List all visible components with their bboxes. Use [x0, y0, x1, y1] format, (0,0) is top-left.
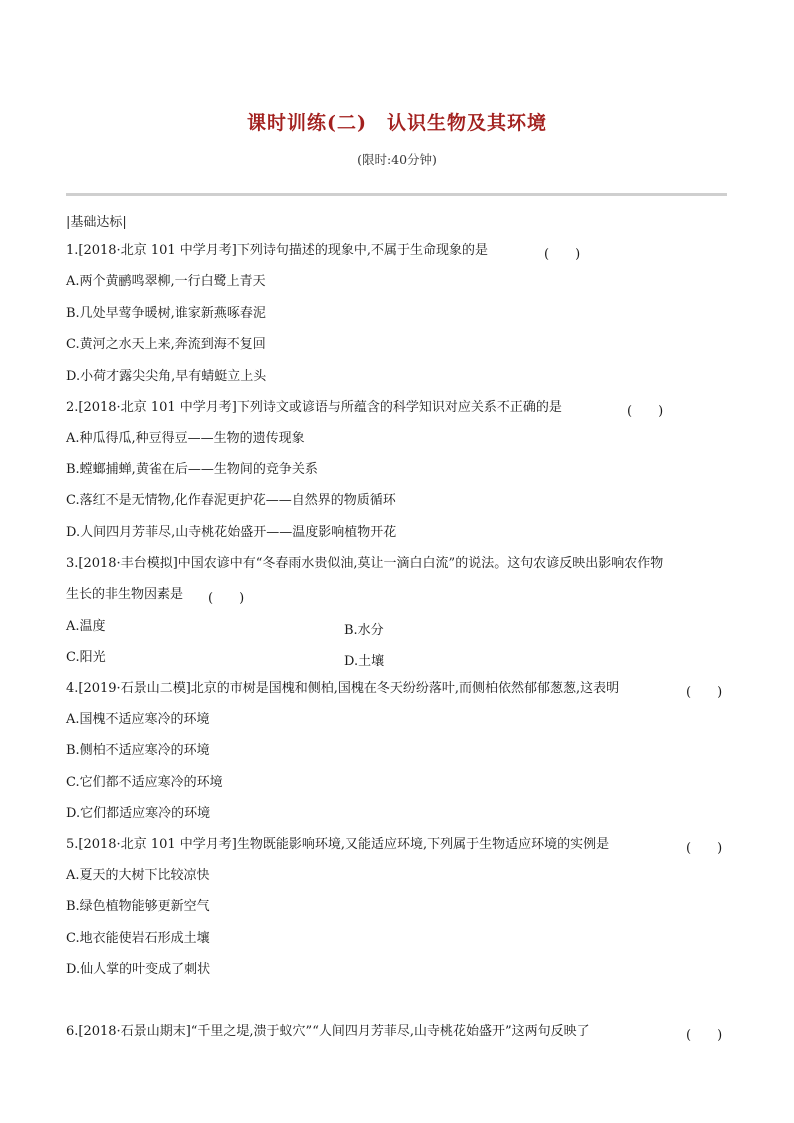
option-c: C.黄河之水天上来,奔流到海不复回	[66, 337, 266, 352]
option-d: D.土壤	[344, 654, 385, 669]
option-b: B.绿色植物能够更新空气	[66, 899, 210, 914]
question-stem: 3.[2018·丰台模拟]中国农谚中有“冬春雨水贵似油,莫让一滴白白流”的说法。这句农谚反映出影响农作物	[66, 556, 664, 571]
answer-paren: ( )	[208, 591, 245, 606]
option-b: B.螳螂捕蝉,黄雀在后——生物间的竞争关系	[66, 462, 318, 477]
option-d: D.它们都适应寒冷的环境	[66, 806, 211, 821]
option-b: B.水分	[344, 623, 384, 638]
question-stem: 4.[2019·石景山二模]北京的市树是国槐和侧柏,国槐在冬天纷纷落叶,而侧柏依然郁郁葱葱,这表明	[66, 681, 620, 696]
time-limit: (限时:40分钟)	[357, 152, 437, 167]
option-a: A.国槐不适应寒冷的环境	[66, 712, 210, 727]
section-label: |基础达标|	[66, 215, 127, 230]
answer-paren: ( )	[544, 247, 581, 262]
option-d: D.小荷才露尖尖角,早有蜻蜓立上头	[66, 369, 267, 384]
question-stem: 5.[2018·北京 101 中学月考]生物既能影响环境,又能适应环境,下列属于生物适应环境的实例是	[66, 837, 610, 852]
option-c: C.阳光	[66, 650, 106, 665]
answer-paren: ( )	[686, 841, 723, 856]
question-stem-continued: 生长的非生物因素是	[66, 587, 184, 602]
answer-paren: ( )	[686, 1028, 723, 1043]
option-c: C.它们都不适应寒冷的环境	[66, 775, 223, 790]
question-stem: 2.[2018·北京 101 中学月考]下列诗文或谚语与所蕴含的科学知识对应关系不正确的是	[66, 400, 562, 415]
option-b: B.几处早莺争暖树,谁家新燕啄春泥	[66, 306, 266, 321]
option-a: A.温度	[66, 619, 106, 634]
answer-paren: ( )	[686, 685, 723, 700]
option-a: A.两个黄鹂鸣翠柳,一行白鹭上青天	[66, 274, 266, 289]
option-d: D.人间四月芳菲尽,山寺桃花始盛开——温度影响植物开花	[66, 525, 397, 540]
option-a: A.夏天的大树下比较凉快	[66, 868, 210, 883]
option-c: C.落红不是无情物,化作春泥更护花——自然界的物质循环	[66, 493, 396, 508]
answer-paren: ( )	[627, 404, 664, 419]
header-divider	[66, 193, 727, 196]
option-d: D.仙人掌的叶变成了刺状	[66, 962, 211, 977]
question-stem: 1.[2018·北京 101 中学月考]下列诗句描述的现象中,不属于生命现象的是	[66, 243, 488, 258]
option-b: B.侧柏不适应寒冷的环境	[66, 743, 210, 758]
page-title: 课时训练(二) 认识生物及其环境	[247, 112, 547, 134]
option-c: C.地衣能使岩石形成土壤	[66, 931, 210, 946]
option-a: A.种瓜得瓜,种豆得豆——生物的遗传现象	[66, 431, 305, 446]
question-stem: 6.[2018·石景山期末]“千里之堤,溃于蚁穴”“人间四月芳菲尽,山寺桃花始盛开”这两句反映了	[66, 1024, 590, 1039]
